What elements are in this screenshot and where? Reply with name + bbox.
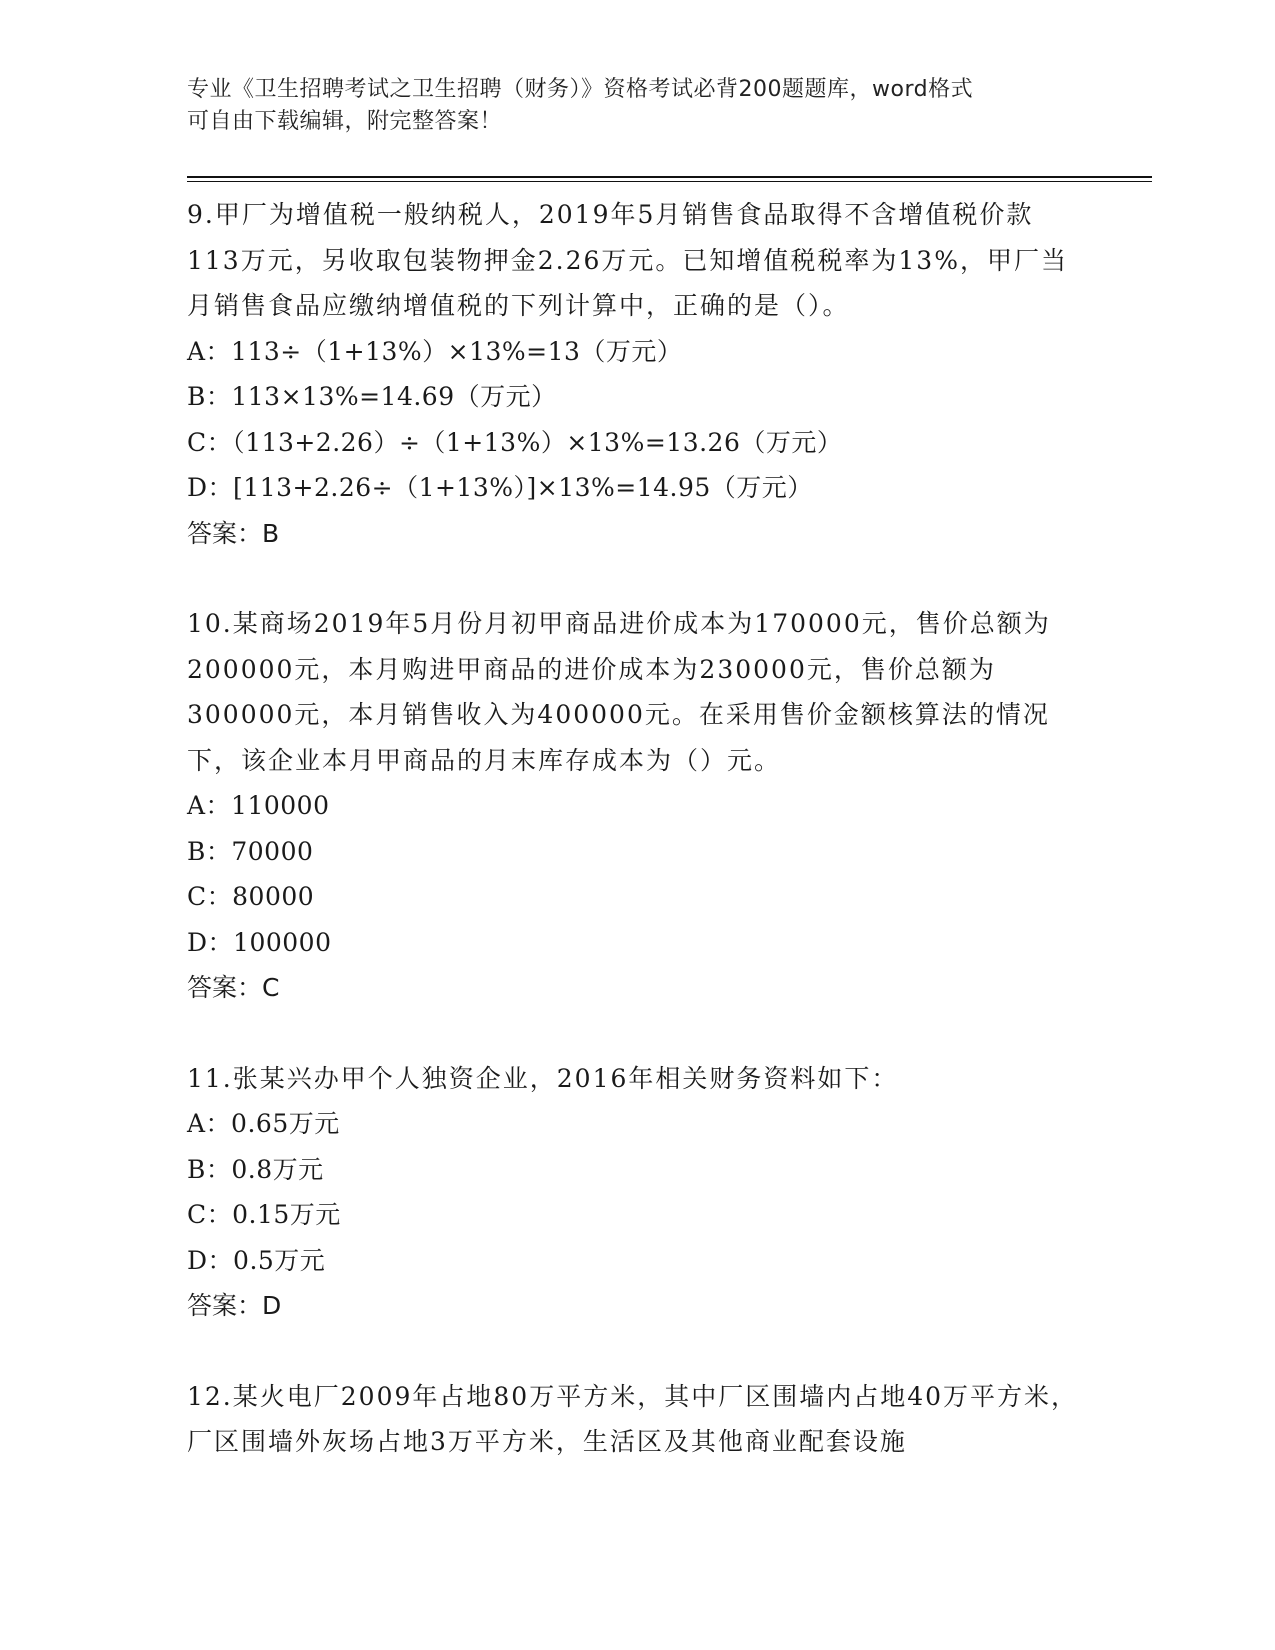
- option-b: B：113×13%=14.69（万元）: [187, 382, 557, 411]
- answer: 答案：D: [187, 1291, 282, 1320]
- question-10: [187, 601, 1087, 1011]
- option-d: D：100000: [187, 927, 332, 957]
- header-line-1: 专业《卫生招聘考试之卫生招聘（财务）》资格考试必背200题题库，word格式: [187, 77, 974, 102]
- question-list: [187, 192, 1087, 1465]
- spacer: [187, 1011, 1087, 1056]
- header-line-2: 可自由下载编辑，附完整答案！: [187, 109, 503, 134]
- spacer: [187, 1329, 1087, 1374]
- header-divider-thin: [187, 181, 1152, 182]
- question-11: [187, 1056, 1087, 1329]
- spacer: [187, 556, 1087, 601]
- option-a: A：0.65万元: [187, 1109, 340, 1138]
- question-9: [187, 192, 1087, 556]
- question-text: 11.张某兴办甲个人独资企业，2016年相关财务资料如下：: [187, 1063, 899, 1093]
- option-c: C：（113+2.26）÷（1+13%）×13%=13.26（万元）: [187, 427, 843, 457]
- question-12: [187, 1374, 1087, 1465]
- option-c: C：80000: [187, 882, 315, 911]
- question-text: 9.甲厂为增值税一般纳税人，2019年5月销售食品取得不含增值税价款113万元，另收取包装物押金2.26万元。已知增值税税率为13%，甲厂当月销售食品应缴纳增值税的下列计算中，正确的是（）。: [187, 200, 1068, 320]
- option-c: C：0.15万元: [187, 1200, 341, 1229]
- answer: 答案：B: [187, 518, 280, 548]
- option-d: D：0.5万元: [187, 1245, 326, 1275]
- question-text: 12.某火电厂2009年占地80万平方米，其中厂区围墙内占地40万平方米，厂区围墙外灰场占地3万平方米，生活区及其他商业配套设施: [187, 1381, 1079, 1456]
- option-b: B：70000: [187, 836, 314, 866]
- header-divider-thick: [187, 176, 1152, 178]
- option-d: D：[113+2.26÷（1+13%）]×13%=14.95（万元）: [187, 473, 813, 502]
- option-a: A：110000: [187, 791, 330, 820]
- option-b: B：0.8万元: [187, 1154, 324, 1184]
- question-text: 10.某商场2019年5月份月初甲商品进价成本为170000元，售价总额为200000元，本月购进甲商品的进价成本为230000元，售价总额为300000元，本月销售收入为400000元。在采用售价金额核算法的情况下，该企业本月甲商品的月末库存成本为（）元。: [187, 609, 1051, 775]
- answer: 答案：C: [187, 973, 280, 1002]
- option-a: A：113÷（1+13%）×13%=13（万元）: [187, 336, 683, 366]
- document-header: [187, 74, 1067, 138]
